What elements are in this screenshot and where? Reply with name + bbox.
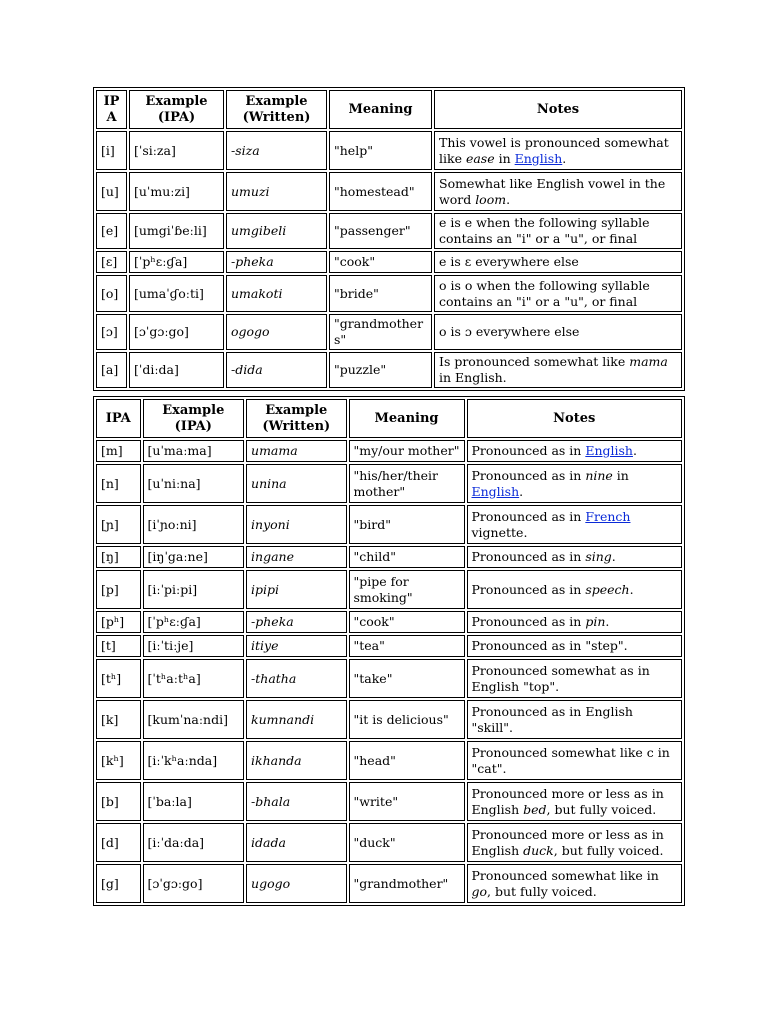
cell-meaning: "my/our mother" — [349, 440, 465, 462]
table-row — [96, 635, 682, 657]
notes-text: in English. — [439, 370, 507, 385]
cell-notes — [467, 464, 683, 503]
notes-text: in — [494, 150, 515, 166]
cell-notes — [467, 659, 683, 698]
cell-example-ipa: [iˈɲoːni] — [143, 505, 245, 544]
notes-text: . — [605, 614, 610, 629]
cell-written: ingane — [246, 546, 346, 568]
cell-meaning: "puzzle" — [329, 352, 432, 388]
cell-ipa: [d] — [96, 823, 141, 862]
header-ipa: IPA — [96, 399, 141, 438]
notes-link[interactable]: French — [585, 508, 631, 524]
cell-ipa: [m] — [96, 440, 141, 462]
table-row — [96, 570, 682, 609]
cell-meaning: "bird" — [349, 505, 465, 544]
cell-notes — [467, 700, 683, 739]
notes-text: Pronounced more or less as in English — [471, 785, 664, 817]
table-row — [96, 352, 682, 388]
cell-written: ogogo — [226, 314, 327, 350]
notes-italic-text: nine — [585, 467, 613, 483]
cell-ipa: [k] — [96, 700, 141, 739]
notes-link[interactable]: English — [514, 150, 563, 166]
notes-text: Pronounced more or less as in English — [471, 826, 664, 858]
cell-example-ipa: [uˈmaːma] — [143, 440, 245, 462]
notes-link[interactable]: English — [585, 443, 633, 458]
notes-text: . — [632, 443, 637, 458]
notes-text: Pronounced as in — [471, 581, 586, 597]
notes-text: . — [506, 191, 511, 207]
table-row — [96, 546, 682, 568]
notes-text: Somewhat like English vowel in the word — [439, 175, 666, 207]
cell-written: umgibeli — [226, 213, 327, 249]
notes-italic-text: mama — [629, 354, 668, 369]
cell-ipa: [n] — [96, 464, 141, 503]
cell-example-ipa: [ˈbaːla] — [143, 782, 245, 821]
notes-link[interactable]: English — [471, 483, 520, 499]
notes-text: Pronounced as in — [471, 614, 586, 629]
cell-meaning: "write" — [349, 782, 465, 821]
table-row — [96, 611, 682, 633]
notes-text: Pronounced somewhat like c in "cat". — [471, 744, 670, 776]
cell-example-ipa: [ˈdiːda] — [129, 352, 224, 388]
cell-example-ipa: [uˈniːna] — [143, 464, 245, 503]
cell-meaning: "duck" — [349, 823, 465, 862]
cell-example-ipa: [umgiˈɓeːli] — [129, 213, 224, 249]
cell-written: -dida — [226, 352, 327, 388]
cell-meaning: "take" — [349, 659, 465, 698]
header-meaning: Meaning — [329, 90, 432, 129]
notes-text: This vowel is pronounced somewhat like — [439, 134, 669, 166]
table-row — [96, 275, 682, 312]
cell-meaning: "cook" — [329, 251, 432, 273]
notes-text: , but fully voiced. — [487, 883, 597, 899]
cell-example-ipa: [ɔˈgɔːgo] — [129, 314, 224, 350]
cell-written: kumnandi — [246, 700, 346, 739]
cell-notes — [467, 864, 683, 903]
notes-text: Pronounced as in — [471, 508, 586, 524]
cell-notes — [434, 131, 682, 170]
table-row — [96, 741, 682, 780]
cell-ipa: [e] — [96, 213, 127, 249]
cell-meaning: "grandmothers" — [329, 314, 432, 350]
cell-notes — [434, 251, 682, 273]
cell-notes — [467, 505, 683, 544]
cell-notes — [467, 611, 683, 633]
cell-ipa: [ŋ] — [96, 546, 141, 568]
cell-written: itiye — [246, 635, 346, 657]
cell-notes — [467, 741, 683, 780]
cell-written: -thatha — [246, 659, 346, 698]
cell-example-ipa: [ˈpʰɛːɠa] — [143, 611, 245, 633]
cell-notes — [467, 440, 683, 462]
notes-text: Pronounced as in — [471, 467, 586, 483]
cell-meaning: "his/her/their mother" — [349, 464, 465, 503]
notes-text: e is ɛ everywhere else — [439, 254, 579, 269]
cell-meaning: "tea" — [349, 635, 465, 657]
cell-meaning: "passenger" — [329, 213, 432, 249]
cell-ipa: [u] — [96, 172, 127, 211]
cell-ipa: [tʰ] — [96, 659, 141, 698]
cell-written: -pheka — [246, 611, 346, 633]
cell-ipa: [kʰ] — [96, 741, 141, 780]
cell-meaning: "cook" — [349, 611, 465, 633]
cell-example-ipa: [ˈpʰɛːɠa] — [129, 251, 224, 273]
table-row — [96, 131, 682, 170]
cell-example-ipa: [uˈmuːzi] — [129, 172, 224, 211]
notes-text: o is o when the following syllable contains an "i" or a "u", or final — [439, 277, 650, 309]
notes-text: e is e when the following syllable contains an "i" or a "u", or final — [439, 215, 650, 246]
cell-example-ipa: [umaˈɠoːti] — [129, 275, 224, 312]
notes-italic-text: duck — [523, 842, 554, 858]
cell-meaning: "help" — [329, 131, 432, 170]
header-example-ipa: Example (IPA) — [143, 399, 245, 438]
cell-notes — [467, 546, 683, 568]
notes-italic-text: sing — [585, 549, 612, 564]
header-notes: Notes — [467, 399, 683, 438]
cell-ipa: [t] — [96, 635, 141, 657]
cell-meaning: "child" — [349, 546, 465, 568]
cell-example-ipa: [iːˈtiːje] — [143, 635, 245, 657]
cell-example-ipa: [ˈsiːza] — [129, 131, 224, 170]
table-row — [96, 314, 682, 350]
notes-text: Pronounced somewhat as in English "top". — [471, 662, 650, 694]
cell-notes — [467, 635, 683, 657]
table-row — [96, 464, 682, 503]
cell-written: -bhala — [246, 782, 346, 821]
cell-ipa: [ɛ] — [96, 251, 127, 273]
vowels-table — [93, 87, 685, 391]
cell-written: unina — [246, 464, 346, 503]
notes-text: Pronounced as in English "skill". — [471, 703, 633, 735]
cell-ipa: [g] — [96, 864, 141, 903]
cell-ipa: [a] — [96, 352, 127, 388]
cell-ipa: [ɲ] — [96, 505, 141, 544]
cell-written: umakoti — [226, 275, 327, 312]
notes-italic-text: pin — [585, 614, 606, 629]
cell-example-ipa: [iːˈpiːpi] — [143, 570, 245, 609]
header-example-ipa: Example (IPA) — [129, 90, 224, 129]
header-meaning: Meaning — [349, 399, 465, 438]
cell-ipa: [p] — [96, 570, 141, 609]
notes-text: . — [629, 581, 634, 597]
table-row — [96, 251, 682, 273]
notes-text: Pronounced as in — [471, 443, 586, 458]
cell-notes — [434, 213, 682, 249]
table-row — [96, 505, 682, 544]
cell-ipa: [i] — [96, 131, 127, 170]
cell-meaning: "bride" — [329, 275, 432, 312]
cell-example-ipa: [ɔˈgɔːgo] — [143, 864, 245, 903]
header-ipa: IPA — [96, 90, 127, 129]
cell-meaning: "pipe for smoking" — [349, 570, 465, 609]
cell-written: idada — [246, 823, 346, 862]
table-row — [96, 440, 682, 462]
cell-meaning: "grandmother" — [349, 864, 465, 903]
cell-notes — [434, 314, 682, 350]
cell-ipa: [b] — [96, 782, 141, 821]
table-row — [96, 823, 682, 862]
cell-written: umuzi — [226, 172, 327, 211]
notes-text: , but fully voiced. — [553, 842, 664, 858]
table-row — [96, 864, 682, 903]
cell-notes — [434, 172, 682, 211]
cell-example-ipa: [iːˈkʰaːnda] — [143, 741, 245, 780]
cell-written: -pheka — [226, 251, 327, 273]
notes-text: . — [611, 549, 616, 564]
table-row — [96, 782, 682, 821]
notes-text: Pronounced as in — [471, 549, 586, 564]
header-example-written: Example (Written) — [246, 399, 346, 438]
cell-example-ipa: [iŋˈgaːne] — [143, 546, 245, 568]
cell-ipa: [pʰ] — [96, 611, 141, 633]
cell-meaning: "homestead" — [329, 172, 432, 211]
notes-italic-text: bed — [523, 801, 547, 817]
cell-notes — [434, 352, 682, 388]
table-header-row — [96, 90, 682, 129]
cell-written: ikhanda — [246, 741, 346, 780]
notes-text: , but fully voiced. — [546, 801, 657, 817]
notes-text: in — [612, 467, 629, 483]
cell-notes — [434, 275, 682, 312]
table-row — [96, 700, 682, 739]
cell-written: umama — [246, 440, 346, 462]
cell-notes — [467, 782, 683, 821]
cell-written: inyoni — [246, 505, 346, 544]
cell-ipa: [ɔ] — [96, 314, 127, 350]
table-row — [96, 213, 682, 249]
notes-text: Pronounced as in "step". — [471, 638, 628, 653]
notes-text: Pronounced somewhat like in — [471, 867, 659, 883]
table-row — [96, 659, 682, 698]
cell-notes — [467, 823, 683, 862]
header-notes: Notes — [434, 90, 682, 129]
cell-meaning: "it is delicious" — [349, 700, 465, 739]
table-header-row — [96, 399, 682, 438]
cell-meaning: "head" — [349, 741, 465, 780]
notes-text: . — [519, 483, 524, 499]
cell-example-ipa: [ˈtʰaːtʰa] — [143, 659, 245, 698]
cell-ipa: [o] — [96, 275, 127, 312]
notes-text: o is ɔ everywhere else — [439, 324, 580, 339]
cell-written: ugogo — [246, 864, 346, 903]
notes-italic-text: go — [471, 883, 488, 899]
header-example-written: Example (Written) — [226, 90, 327, 129]
cell-notes — [467, 570, 683, 609]
cell-example-ipa: [kumˈnaːndi] — [143, 700, 245, 739]
notes-text: vignette. — [471, 524, 528, 540]
table-row — [96, 172, 682, 211]
notes-italic-text: speech — [585, 581, 630, 597]
notes-text: . — [562, 150, 567, 166]
notes-italic-text: loom — [475, 191, 507, 207]
cell-written: ipipi — [246, 570, 346, 609]
consonants-table — [93, 396, 685, 906]
notes-text: Is pronounced somewhat like — [439, 354, 630, 369]
cell-written: -siza — [226, 131, 327, 170]
notes-italic-text: ease — [465, 150, 495, 166]
cell-example-ipa: [iːˈdaːda] — [143, 823, 245, 862]
